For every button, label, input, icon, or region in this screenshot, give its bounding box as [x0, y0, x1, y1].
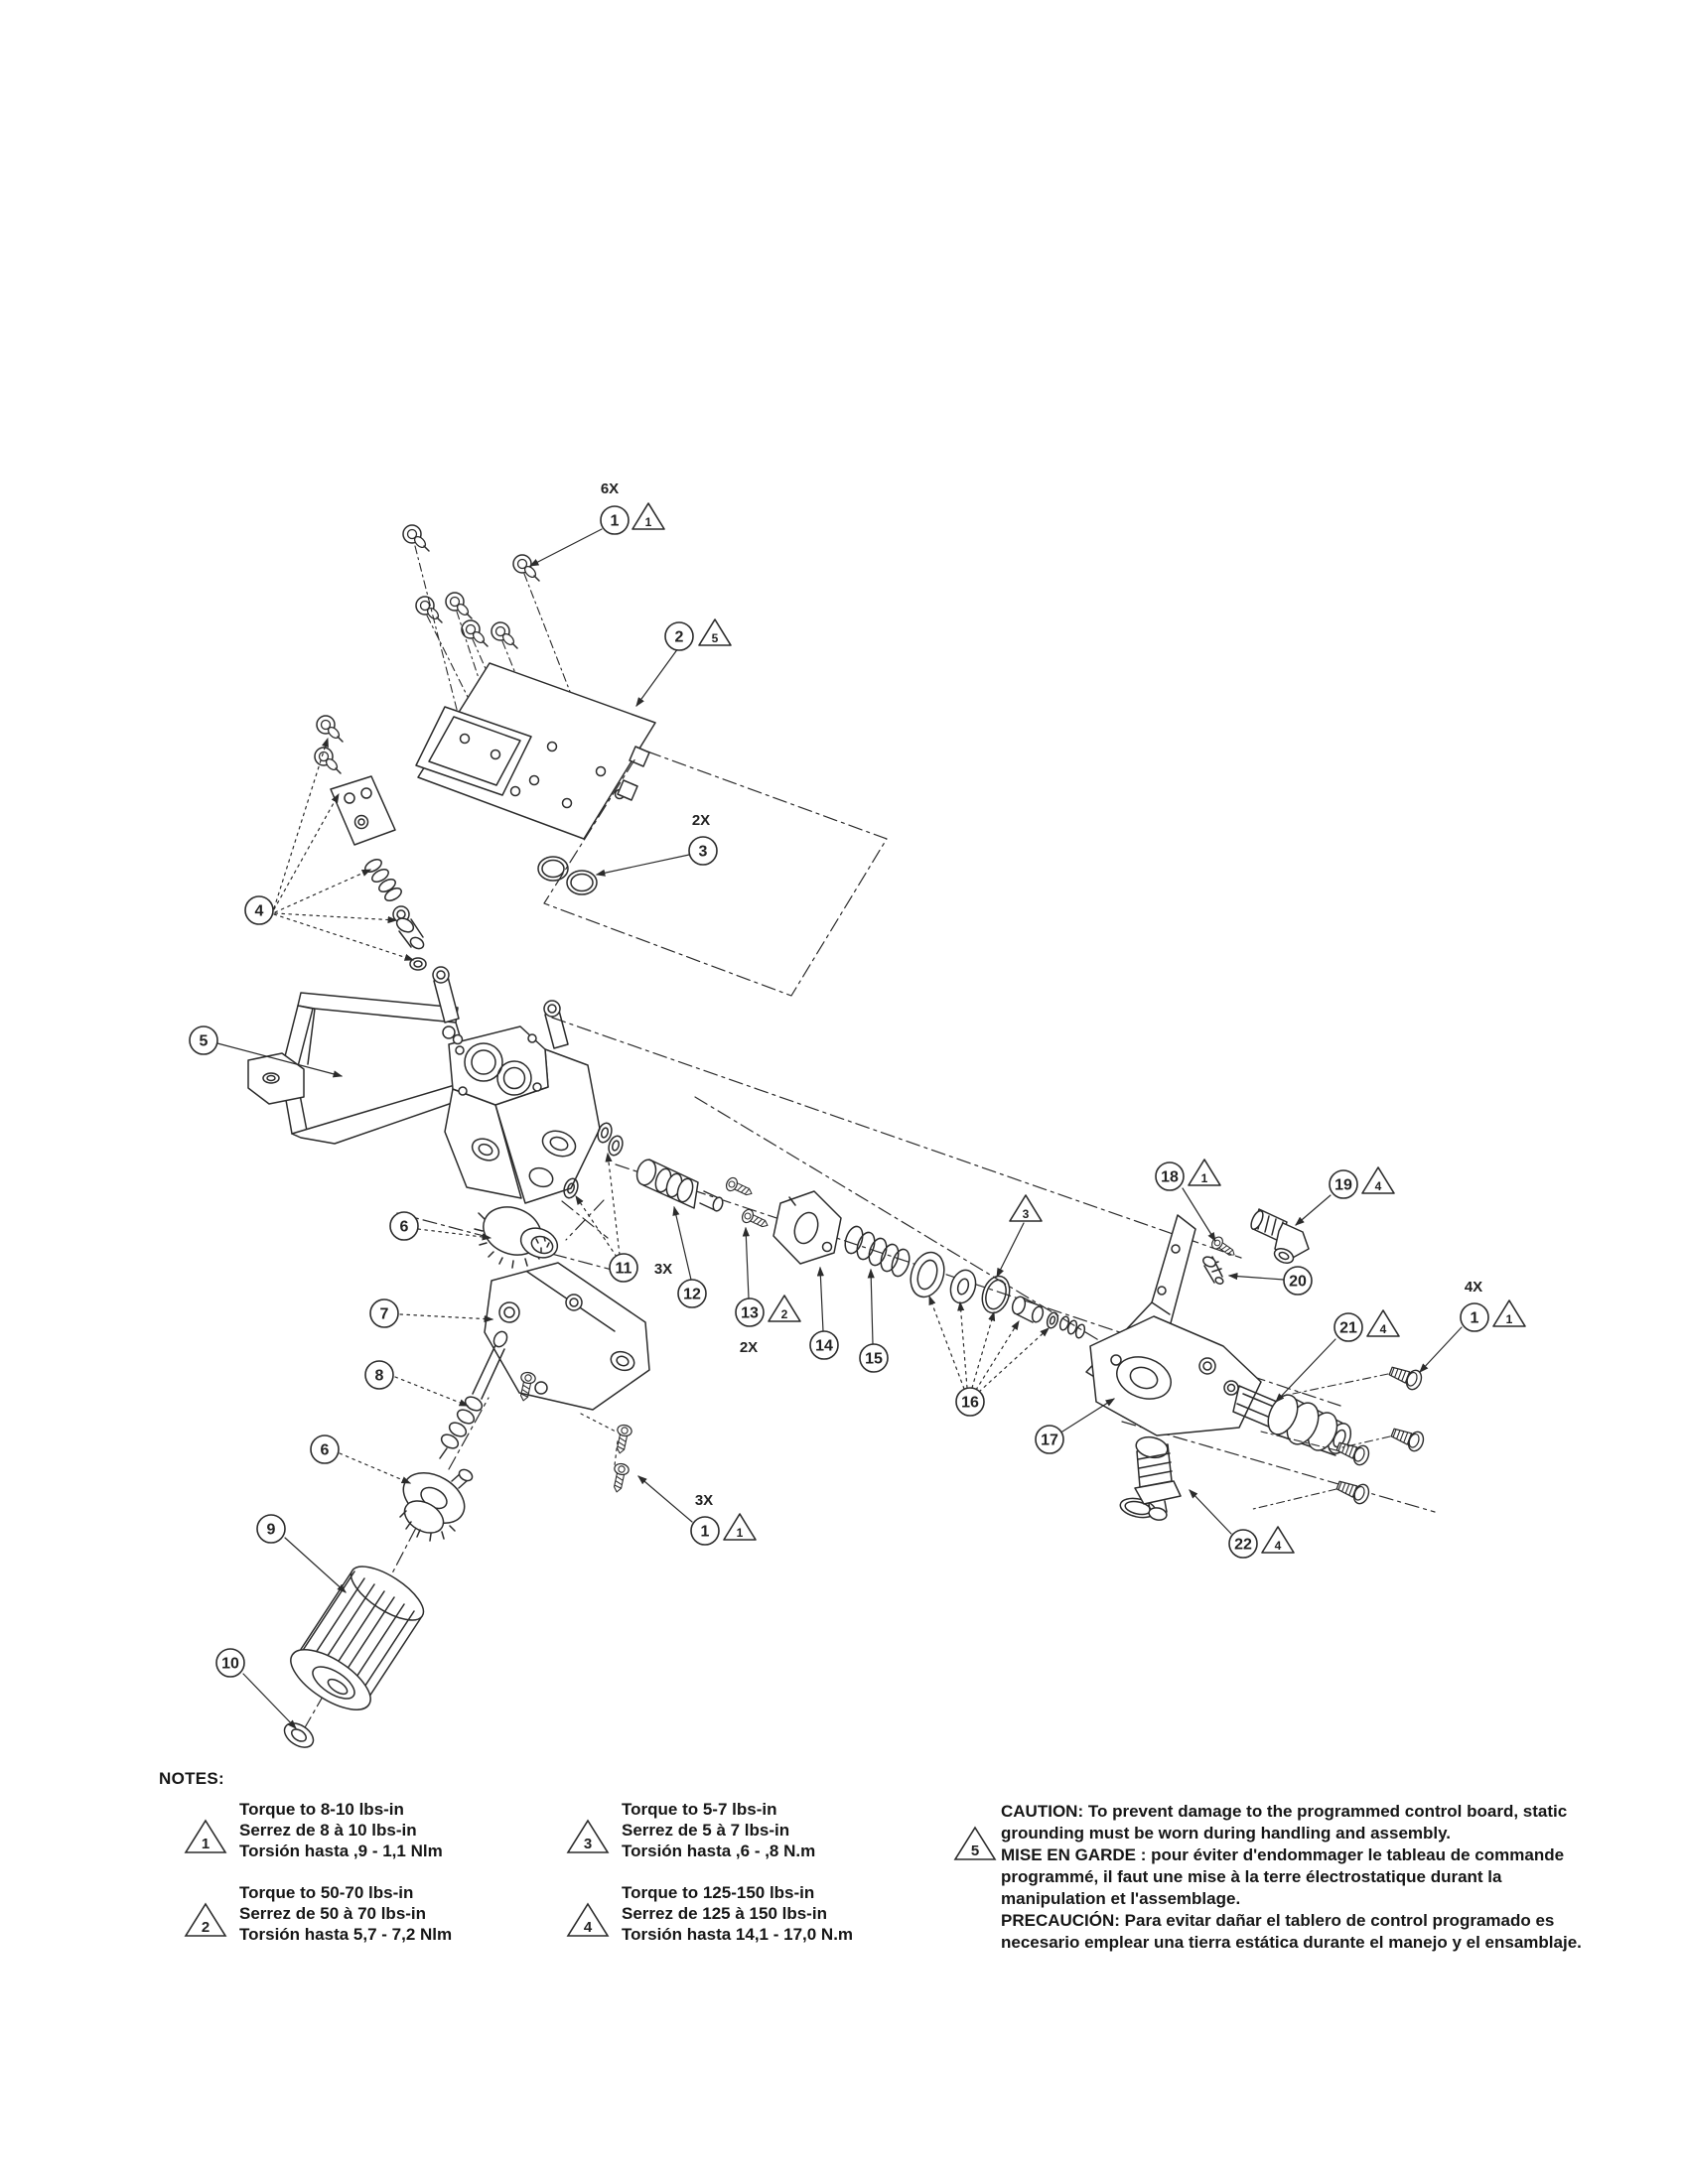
hardware-kit	[315, 716, 426, 970]
svg-text:16: 16	[961, 1394, 979, 1412]
quick-coupler	[1233, 1386, 1355, 1457]
svg-text:5: 5	[711, 631, 719, 645]
callout-12	[678, 1280, 706, 1307]
svg-text:3X: 3X	[653, 1261, 673, 1278]
svg-text:8: 8	[374, 1367, 384, 1385]
note-line: Torsión hasta 5,7 - 7,2 Nlm	[239, 1925, 453, 1944]
svg-text:6X: 6X	[600, 480, 620, 497]
triangle-5-icon	[953, 1825, 997, 1862]
triangle-4-icon	[566, 1901, 610, 1939]
relief-plug	[1119, 1434, 1181, 1522]
svg-text:20: 20	[1289, 1273, 1307, 1291]
svg-text:4X: 4X	[1464, 1279, 1483, 1296]
triangle-1-icon	[184, 1818, 227, 1855]
svg-text:4: 4	[583, 1918, 593, 1936]
callout-3	[689, 812, 717, 865]
svg-text:3: 3	[1022, 1207, 1030, 1221]
callout-flag-3	[1010, 1195, 1042, 1221]
note-line: Torsión hasta 14,1 - 17,0 N.m	[622, 1925, 854, 1944]
svg-text:1: 1	[1505, 1312, 1513, 1326]
elbow-fitting	[1249, 1209, 1309, 1266]
svg-text:2: 2	[201, 1918, 210, 1936]
callout-11	[610, 1254, 672, 1282]
callout-18	[1156, 1160, 1220, 1190]
svg-text:5: 5	[970, 1843, 980, 1859]
callout-2	[665, 619, 731, 650]
note-line: Torsión hasta ,6 - ,8 N.m	[622, 1842, 816, 1860]
svg-text:10: 10	[221, 1655, 239, 1673]
callout-6-ring	[311, 1435, 339, 1463]
torque-note-3	[566, 1799, 815, 1861]
note-line: Serrez de 5 à 7 lbs-in	[622, 1821, 790, 1840]
adjusting-knob	[282, 1557, 432, 1721]
svg-text:1: 1	[644, 515, 652, 529]
svg-text:2: 2	[674, 628, 684, 646]
caution-en: CAUTION: To prevent damage to the programmed control board, static grounding must be worn during handling and assembly.	[1001, 1802, 1568, 1843]
svg-text:18: 18	[1161, 1168, 1179, 1186]
svg-text:1: 1	[201, 1835, 210, 1852]
svg-text:1: 1	[700, 1523, 710, 1541]
valve-plate	[773, 1191, 841, 1264]
callout-10	[216, 1649, 244, 1677]
callout-9	[257, 1515, 285, 1543]
svg-text:3: 3	[583, 1835, 593, 1852]
svg-text:17: 17	[1041, 1432, 1058, 1449]
svg-text:1: 1	[610, 512, 620, 530]
callout-13	[736, 1296, 800, 1356]
triangle-3-icon	[566, 1818, 610, 1855]
svg-text:15: 15	[865, 1350, 883, 1368]
caution-fr: MISE EN GARDE : pour éviter d'endommager le tableau de commande programmé, il faut une mise à la terre électrostatique durant la manipulation et l'assemblage.	[1001, 1845, 1565, 1908]
callout-20	[1284, 1267, 1312, 1295]
callout-1-top	[601, 480, 664, 534]
svg-text:1: 1	[1470, 1309, 1479, 1327]
o-rings-2x	[538, 857, 597, 894]
retainer-ring	[394, 1462, 474, 1541]
svg-text:1: 1	[736, 1526, 744, 1540]
svg-text:12: 12	[683, 1286, 701, 1303]
svg-text:14: 14	[815, 1337, 833, 1355]
svg-text:4: 4	[254, 902, 264, 920]
caution-note	[953, 1801, 1589, 1954]
svg-text:3X: 3X	[694, 1492, 714, 1509]
callout-16	[956, 1388, 984, 1416]
callout-19	[1330, 1167, 1394, 1198]
callout-7	[370, 1299, 398, 1327]
drive-gear	[475, 1198, 562, 1268]
callout-4	[245, 896, 273, 924]
svg-text:22: 22	[1234, 1536, 1252, 1554]
svg-text:19: 19	[1334, 1176, 1352, 1194]
caution-es: PRECAUCIÓN: Para evitar dañar el tablero de control programado es necesario emplear una tierra estática durante el manejo y el ensamblaje.	[1001, 1911, 1582, 1952]
notes-heading: NOTES:	[159, 1769, 225, 1788]
pipe-plug	[1201, 1255, 1224, 1285]
svg-text:4: 4	[1374, 1179, 1382, 1193]
svg-text:21: 21	[1339, 1319, 1357, 1337]
callout-1-right	[1461, 1279, 1525, 1331]
svg-text:6: 6	[399, 1218, 409, 1236]
svg-text:9: 9	[266, 1521, 276, 1539]
note-line: Serrez de 8 à 10 lbs-in	[239, 1821, 417, 1840]
torque-note-2	[184, 1882, 452, 1945]
svg-text:13: 13	[741, 1304, 759, 1322]
valve-cartridge	[633, 1158, 724, 1212]
small-screws-2x	[725, 1176, 771, 1232]
note-line: Torque to 125-150 lbs-in	[622, 1883, 815, 1902]
callout-22	[1229, 1527, 1294, 1558]
note-line: Serrez de 125 à 150 lbs-in	[622, 1904, 827, 1923]
triangle-2-icon	[184, 1901, 227, 1939]
note-line: Torque to 5-7 lbs-in	[622, 1800, 777, 1819]
note-line: Torsión hasta ,9 - 1,1 Nlm	[239, 1842, 443, 1860]
callout-17	[1036, 1426, 1063, 1453]
note-line: Serrez de 50 à 70 lbs-in	[239, 1904, 427, 1923]
callout-6-gear	[390, 1212, 418, 1240]
svg-text:4: 4	[1274, 1539, 1282, 1553]
callout-5	[190, 1026, 217, 1054]
svg-text:11: 11	[615, 1260, 632, 1278]
callout-14	[810, 1331, 838, 1359]
seal-kit	[906, 1248, 1086, 1339]
callout-15	[860, 1344, 888, 1372]
knob-nut	[280, 1718, 318, 1752]
svg-text:1: 1	[1200, 1171, 1208, 1185]
note-line: Torque to 50-70 lbs-in	[239, 1883, 414, 1902]
svg-text:5: 5	[199, 1032, 209, 1050]
torque-note-1	[184, 1799, 443, 1861]
manifold-body	[433, 967, 600, 1203]
callout-1-bottom	[691, 1492, 756, 1545]
svg-text:6: 6	[320, 1441, 330, 1459]
svg-text:2: 2	[780, 1307, 788, 1321]
svg-text:3: 3	[698, 843, 708, 861]
torque-note-4	[566, 1882, 853, 1945]
callout-layer	[190, 480, 1525, 1677]
note-line: Torque to 8-10 lbs-in	[239, 1800, 404, 1819]
callout-8	[365, 1361, 393, 1389]
svg-text:4: 4	[1379, 1322, 1387, 1336]
svg-text:2X: 2X	[739, 1339, 759, 1356]
pump-housing	[485, 1260, 649, 1410]
svg-text:2X: 2X	[691, 812, 711, 829]
callout-21	[1334, 1310, 1399, 1341]
svg-text:7: 7	[379, 1305, 389, 1323]
